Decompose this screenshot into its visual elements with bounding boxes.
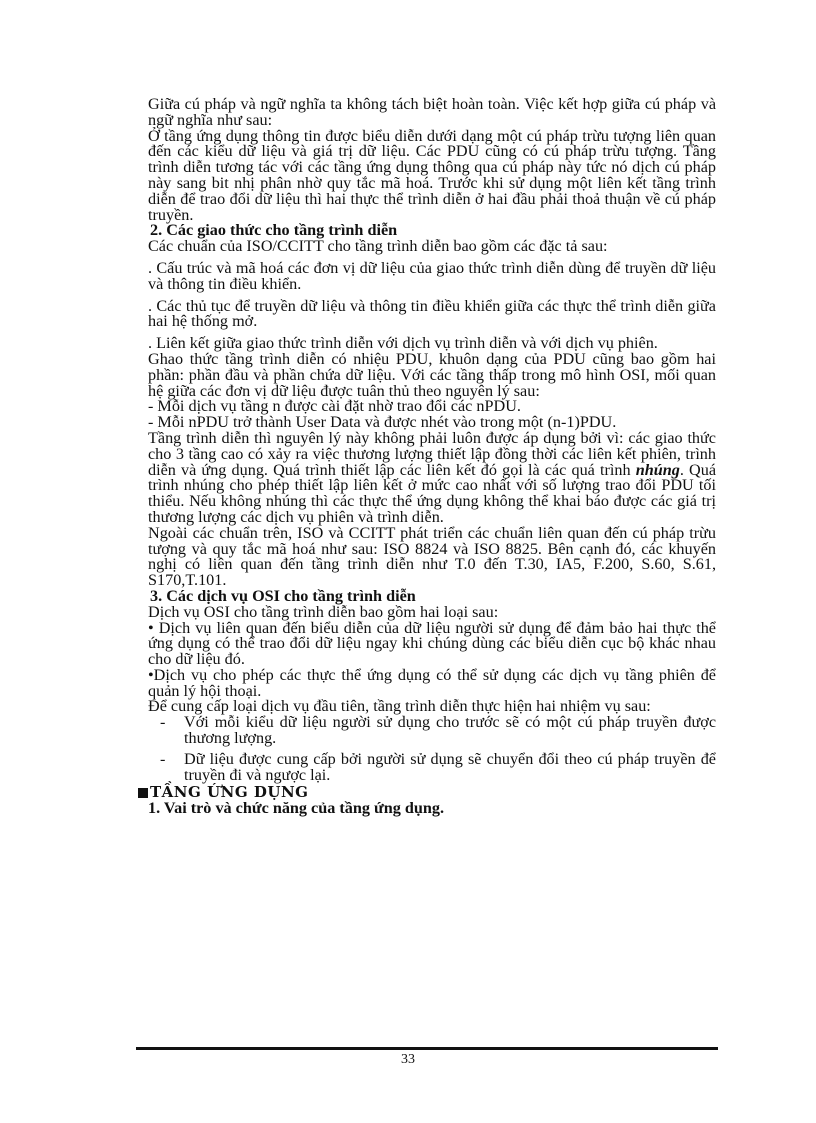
- emphasis-nhung: nhúng: [635, 460, 680, 479]
- list-item: [148, 749, 716, 784]
- paragraph: Ở tầng ứng dụng thông tin được biểu diễn dưới dạng một cú pháp trừu tượng liên quan đến các kiểu dữ liệu và giá trị dữ liệu. Các PDU cũng có cú pháp trừu tượng. Tầng trình diễn tương tác với các tầng ứng dụng thông qua cú pháp này tức nó dịch cú pháp này sang bit nhị phân nhờ quy tắc mã hoá. Trước khi sử dụng một liên kết tầng trình diễn để trao đổi dữ liệu thì hai thực thể trình diễn ở hai đầu phải thoả thuận về cú pháp truyền.: [148, 126, 716, 224]
- footer-rule: [136, 1047, 718, 1050]
- paragraph: •Dịch vụ cho phép các thực thể ứng dụng có thể sử dụng các dịch vụ tầng phiên để quản lý hội thoại.: [148, 665, 716, 700]
- list-item-text: Với mỗi kiểu dữ liệu người sử dụng cho trước sẽ có một cú pháp truyền được thương lượng.: [184, 713, 716, 748]
- square-bullet-icon: [138, 788, 148, 798]
- paragraph: • Dịch vụ liên quan đến biểu diễn của dữ liệu người sử dụng để đảm bảo hai thực thể ứng dụng có thể trao đổi dữ liệu ngay khi chúng dùng các biểu diễn cục bộ khác nhau cho dữ liệu đó.: [148, 618, 716, 669]
- paragraph-embedding: [148, 428, 717, 526]
- paragraph: - Mỗi dịch vụ tầng n được cài đặt nhờ trao đổi các nPDU.: [148, 397, 521, 416]
- text-run: Tầng trình diễn thì nguyên lý này không phải luôn được áp dụng bởi vì: các giao thức cho 3 tầng cao có xảy ra việc thương lượng thiết lập đồng thời các liên kết phiên, trình diễn và ứng dụng. Quá trình thiết lập các liên kết đó gọi là các quá trình: [148, 428, 716, 479]
- paragraph: Giữa cú pháp và ngữ nghĩa ta không tách biệt hoàn toàn. Việc kết hợp giữa cú pháp và ngữ nghĩa như sau:: [148, 95, 716, 129]
- list-item-text: Dữ liệu được cung cấp bởi người sử dụng sẽ chuyển đổi theo cú pháp truyền để truyền đi và ngược lại.: [184, 749, 716, 784]
- subheading-application-layer-role: 1. Vai trò và chức năng của tầng ứng dụng.: [148, 799, 445, 818]
- text-run: . Quá trình nhúng cho phép thiết lập liên kết ở mức cao nhất với số lượng trao đổi PDU tối thiểu. Nếu không nhúng thì các thực thể ứng dụng không thể khai báo được các giá trị thương lượng các dịch vụ phiên và trình diễn.: [148, 460, 717, 526]
- section-title-text: TẦNG ỨNG DỤNG: [150, 783, 309, 802]
- paragraph: Ngoài các chuẩn trên, ISO và CCITT phát triển các chuẩn liên quan đến cú pháp trừu tượng và quy tắc mã hoá như sau: ISO 8824 và ISO 8825. Bên cạnh đó, các khuyến nghị có liên quan đến tầng trình diễn như T.0 đến T.30, IA5, F.200, S.60, S.61, S170,T.101.: [148, 523, 716, 590]
- paragraph: . Liên kết giữa giao thức trình diễn với dịch vụ trình diễn và với dịch vụ phiên.: [148, 334, 658, 353]
- dash-marker: -: [160, 713, 166, 732]
- paragraph: . Các thủ tục để truyền dữ liệu và thông tin điều khiển giữa các thực thể trình diễn giữa hai hệ thống mở.: [148, 296, 716, 331]
- paragraph: Để cung cấp loại dịch vụ đầu tiên, tầng trình diễn thực hiện hai nhiệm vụ sau:: [148, 697, 651, 716]
- paragraph: Dịch vụ OSI cho tầng trình diễn bao gồm hai loại sau:: [148, 602, 499, 621]
- heading-osi-services: 3. Các dịch vụ OSI cho tầng trình diễn: [150, 586, 416, 605]
- paragraph: Các chuẩn của ISO/CCITT cho tầng trình diễn bao gồm các đặc tả sau:: [148, 237, 608, 256]
- list-item: [148, 715, 716, 747]
- dash-list: [148, 715, 716, 783]
- paragraph: . Cấu trúc và mã hoá các đơn vị dữ liệu của giao thức trình diễn dùng để truyền dữ liệu và thông tin điều khiển.: [148, 258, 716, 293]
- paragraph: Ghao thức tầng trình diễn có nhiệu PDU, khuôn dạng của PDU cũng bao gồm hai phần: phần đầu và phần chứa dữ liệu. Với các tầng thấp trong mô hình OSI, mối quan hệ giữa các đơn vị dữ liệu được tuân thủ theo nguyên lý sau:: [148, 349, 716, 400]
- page-number: 33: [401, 1052, 415, 1067]
- heading-presentation-protocols: 2. Các giao thức cho tầng trình diễn: [150, 221, 398, 240]
- dash-marker: -: [160, 749, 166, 768]
- document-body: [148, 97, 716, 817]
- paragraph: - Mỗi nPDU trở thành User Data và được nhét vào trong một (n-1)PDU.: [148, 413, 617, 432]
